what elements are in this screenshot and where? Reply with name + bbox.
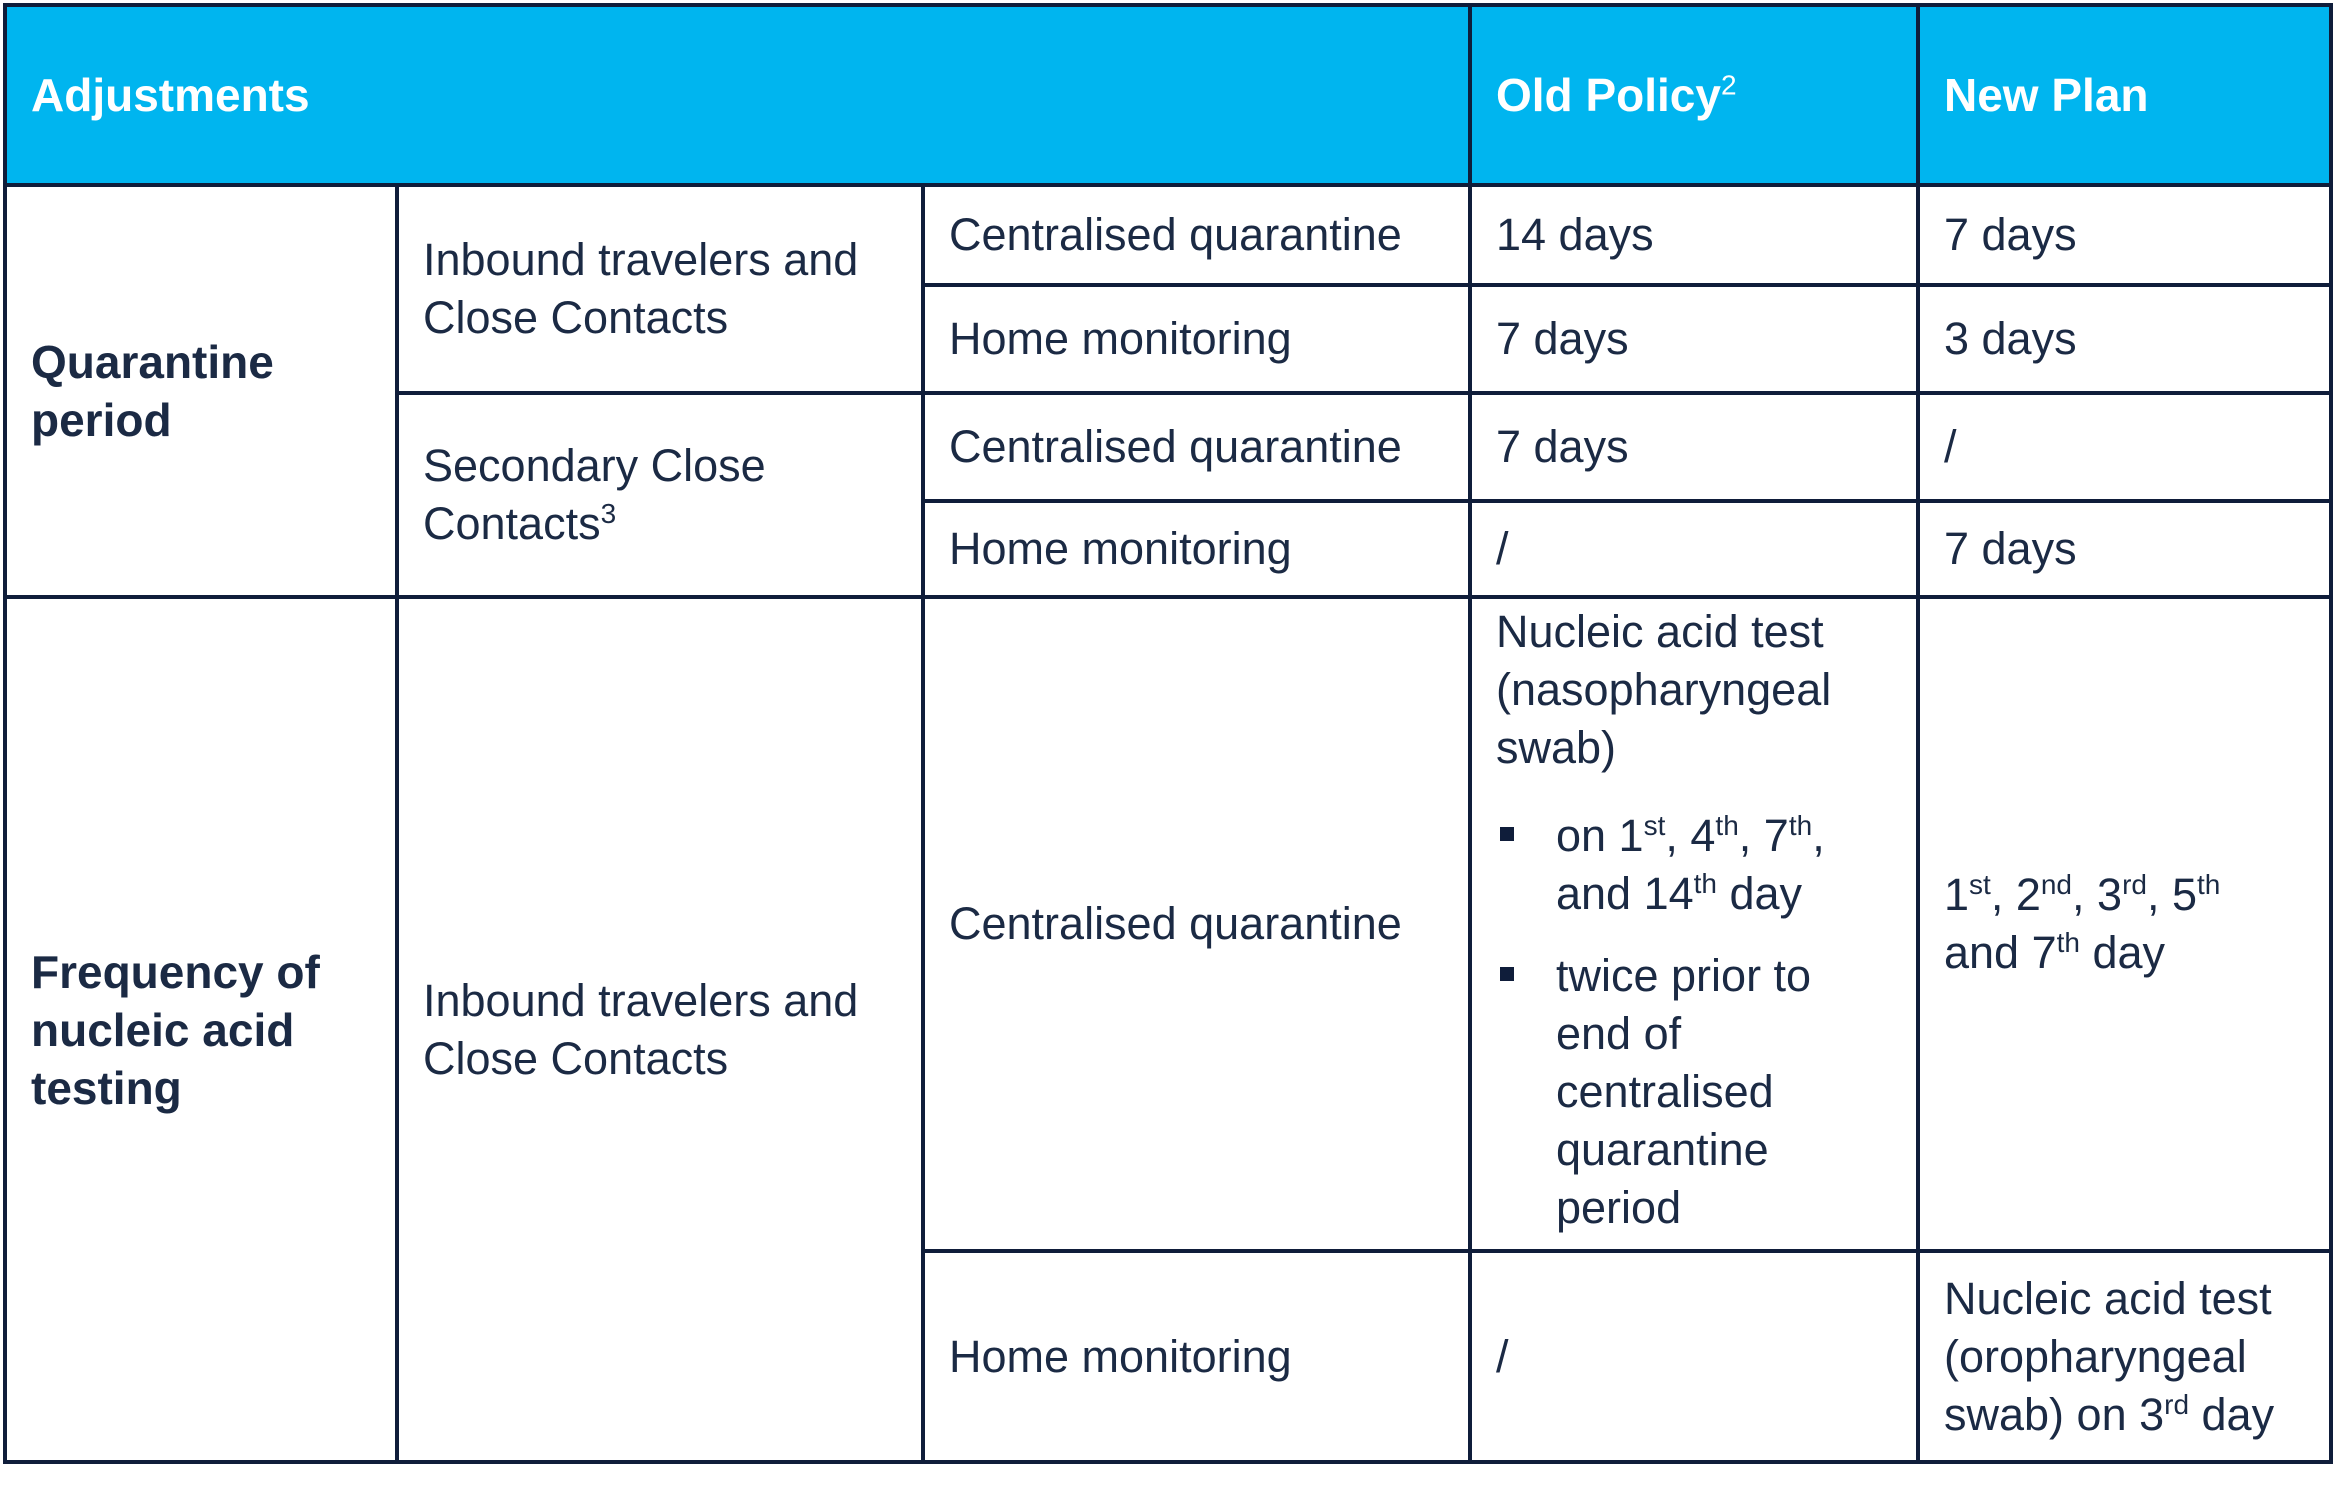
group-inbound-travelers: Inbound travelers and Close Contacts (397, 185, 923, 393)
ordinal: rd (2122, 869, 2147, 900)
old-policy-cell: / (1470, 1251, 1918, 1462)
old-policy-cell: 7 days (1470, 285, 1918, 393)
ordinal: rd (2164, 1388, 2190, 1420)
old-policy-bullets (1496, 807, 1894, 1237)
bullet-square-icon (1500, 967, 1514, 981)
new-plan-cell (1918, 1251, 2331, 1462)
text: and 7 (1944, 927, 2057, 978)
bullet-square-icon (1500, 827, 1514, 841)
text: , 2 (1990, 869, 2041, 920)
text: , 3 (2072, 869, 2123, 920)
ordinal: st (1643, 810, 1666, 841)
type-cell: Home monitoring (923, 501, 1470, 597)
text: , 7 (1738, 810, 1789, 861)
old-policy-cell: / (1470, 501, 1918, 597)
header-adjustments-label: Adjustments (31, 69, 310, 121)
policy-table-container (3, 3, 2333, 1464)
header-new-plan-label: New Plan (1944, 69, 2149, 121)
quarantine-period-label: Quarantine period (5, 185, 397, 597)
old-policy-intro: Nucleic acid test (nasopharyngeal swab) (1496, 606, 1832, 773)
text: twice prior to end of centralised quarantine period (1556, 950, 1812, 1233)
list-item (1496, 807, 1894, 923)
policy-comparison-table (3, 3, 2333, 1464)
new-plan-cell: 7 days (1918, 185, 2331, 285)
header-old-policy-label: Old Policy (1496, 69, 1721, 121)
new-plan-cell: 3 days (1918, 285, 2331, 393)
old-policy-cell (1470, 597, 1918, 1251)
group-inbound-travelers-testing: Inbound travelers and Close Contacts (397, 597, 923, 1462)
text: on 1 (1556, 810, 1644, 861)
text: day (2079, 927, 2166, 978)
new-plan-cell (1918, 597, 2331, 1251)
new-plan-cell: 7 days (1918, 501, 2331, 597)
ordinal: th (2197, 869, 2221, 900)
ordinal: st (1969, 869, 1991, 900)
group-secondary-label: Secondary Close Contacts (423, 440, 766, 549)
text: , 5 (2146, 869, 2198, 920)
ordinal: nd (2040, 869, 2073, 900)
ordinal: th (1693, 868, 1717, 899)
type-cell: Centralised quarantine (923, 185, 1470, 285)
old-policy-cell: 7 days (1470, 393, 1918, 501)
footnote-3: 3 (600, 498, 617, 529)
footnote-2: 2 (1720, 69, 1737, 101)
header-new-plan (1918, 5, 2331, 185)
new-plan-cell: / (1918, 393, 2331, 501)
header-adjustments (5, 5, 1470, 185)
ordinal: th (1788, 810, 1813, 841)
text: day (2189, 1388, 2275, 1440)
testing-frequency-label: Frequency of nucleic acid testing (5, 597, 397, 1462)
type-cell: Home monitoring (923, 1251, 1470, 1462)
text: day (1717, 868, 1803, 919)
group-secondary-close-contacts (397, 393, 923, 597)
text: 1 (1944, 869, 1970, 920)
type-cell: Centralised quarantine (923, 597, 1470, 1251)
text: , 4 (1665, 810, 1716, 861)
table-row (5, 597, 2331, 1251)
table-row (5, 185, 2331, 285)
header-old-policy (1470, 5, 1918, 185)
type-cell: Home monitoring (923, 285, 1470, 393)
ordinal: th (2056, 927, 2080, 958)
header-row (5, 5, 2331, 185)
list-item (1496, 947, 1894, 1237)
text: Nucleic acid test (oropharyngeal swab) on 3 (1944, 1272, 2272, 1440)
type-cell: Centralised quarantine (923, 393, 1470, 501)
old-policy-cell: 14 days (1470, 185, 1918, 285)
ordinal: th (1715, 810, 1739, 841)
text: , and 14 (1556, 810, 1825, 919)
